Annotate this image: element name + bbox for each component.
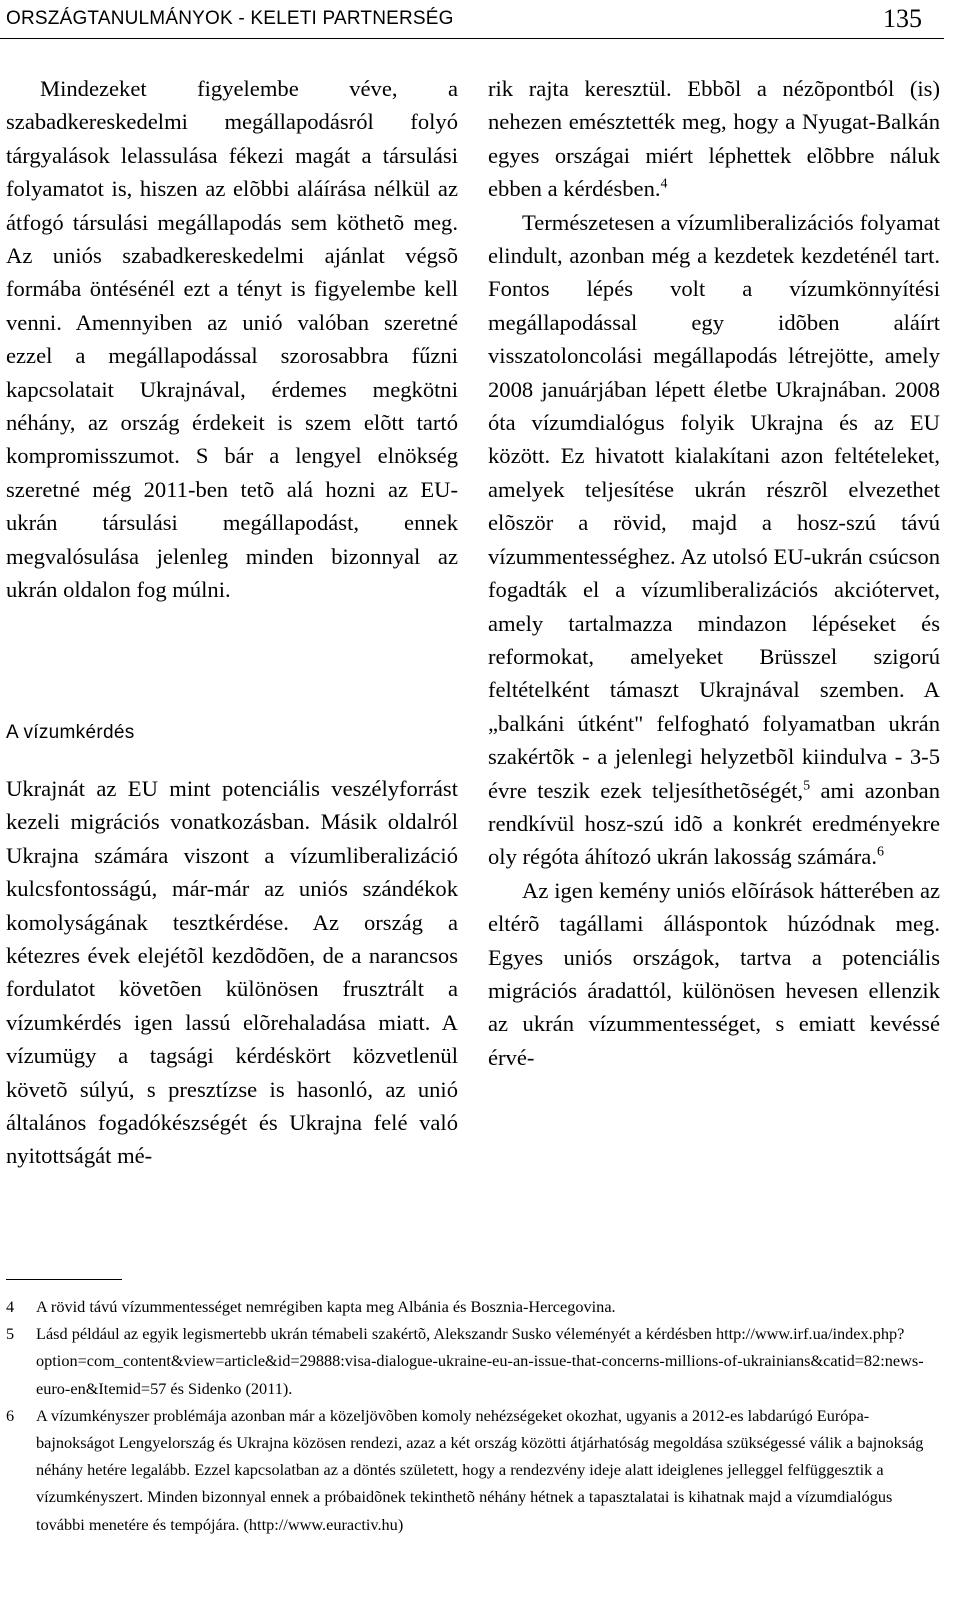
running-header-title: ORSZÁGTANULMÁNYOK - KELETI PARTNERSÉG bbox=[6, 8, 454, 29]
footnotes bbox=[6, 1293, 936, 1538]
footnote-text: A vízumkényszer problémája azonban már a közeljövõben komoly nehézségeket okozhat, ugyanis a 2012-es labdarúgó Európa-bajnokságot Lengyelország és Ukrajna közösen rendezi, azaz a két ország közötti átjárhatóság megoldása szükségessé válik a bajnokság néhány hetére legalább. Ezzel kapcsolatban az a döntés született, hogy a rendezvény ideje alatt ideiglenes jelleggel felfüggesztik a vízumkényszert. Minden bizonnyal ennek a próbaidõnek tekinthetõ néhány hétnek a tapasztalatai is kihatnak majd a vízumdialógus további menetére és tempójára. (http://www.euractiv.hu) bbox=[36, 1405, 924, 1534]
footnote-divider bbox=[6, 1279, 122, 1280]
footnote-ref[interactable]: 4 bbox=[660, 176, 668, 192]
footnote-text: Lásd például az egyik legismertebb ukrán témabeli szakértõ, Alekszandr Susko véleményét a kérdésben http://www.irf.ua/index.php?option=com_content&view=article&id=29888:visa-dialogue-ukraine-eu-an-issue-that-concerns-millions-of-ukrainians&catid=82:news-euro-en&Itemid=57 és Sidenko (2011). bbox=[36, 1324, 924, 1398]
footnote bbox=[6, 1402, 936, 1538]
right-column bbox=[488, 72, 940, 1074]
footnote-number: 6 bbox=[6, 1405, 15, 1425]
section-title: A vízumkérdés bbox=[6, 722, 135, 743]
paragraph-text: Természetesen a vízumliberalizációs folyamat elindult, azonban még a kezdetek kezdeténél tart. Fontos lépés volt a vízumkönnyítési megállapodással egy idõben aláírt visszatoloncolási megállapodás létrejötte, amely 2008 januárjában lépett életbe Ukrajnában. 2008 óta vízumdialógus folyik Ukrajna és az EU között. Ez hivatott kialakítani azon feltételeket, amelyek teljesítése ukrán részrõl elvezethet elõször a rövid, majd a hosz-szú távú vízummentességhez. Az utolsó EU-ukrán csúcson fogadták el a vízumliberalizációs akciótervet, amely tartalmazza mindazon lépéseket és reformokat, amelyeket Brüsszel szigorú feltételként támaszt Ukrajnával szemben. A „balkáni útként" felfogható folyamatban ukrán szakértõk - a jelenlegi helyzetbõl kiindulva - 3-5 évre teszik ezek teljesíthetõségét, bbox=[488, 209, 940, 803]
paragraph bbox=[488, 206, 940, 874]
footnote-number: 4 bbox=[6, 1297, 15, 1316]
paragraph bbox=[488, 72, 940, 206]
footnote-ref[interactable]: 6 bbox=[876, 844, 884, 860]
footnote bbox=[6, 1293, 936, 1320]
page-number: 135 bbox=[883, 4, 922, 33]
paragraph-text: rik rajta keresztül. Ebbõl a nézõpontból (is) nehezen emésztették meg, hogy a Nyugat-Balkán egyes országai miért léphettek elõbbre náluk ebben a kérdésben. bbox=[488, 76, 940, 202]
paragraph: Az igen kemény uniós elõírások hátterében az eltérõ tagállami álláspontok húzódnak meg. Egyes uniós országok, tartva a potenciális migrációs áradattól, különösen hevesen ellenzik az ukrán vízummentességet, s emiatt kevéssé érvé- bbox=[488, 877, 940, 1070]
footnote-number: 5 bbox=[6, 1324, 15, 1344]
left-column bbox=[6, 72, 458, 607]
left-column-continued bbox=[6, 772, 458, 1173]
footnote-text: A rövid távú vízummentességet nemrégiben kapta meg Albánia és Bosznia-Hercegovina. bbox=[36, 1297, 616, 1316]
paragraph-text: ami azonban rendkívül hosz-szú idõ a konkrét eredményekre oly régóta áhítozó ukrán lakosság számára. bbox=[488, 777, 940, 870]
paragraph: Ukrajnát az EU mint potenciális veszélyforrást kezeli migrációs vonatkozásban. Másik oldalról Ukrajna számára viszont a vízumliberalizáció kulcsfontosságú, már-már az uniós szándékok komolyságának tesztkérdése. Az ország a kétezres évek elejétõl kezdõdõen, de a narancsos fordulatot követõen különösen frusztrált a vízumkérdés igen lassú elõrehaladása miatt. A vízumügy a tagsági kérdéskört közvetlenül követõ súlyú, s presztízse is hasonló, az unió általános fogadókészségét és Ukrajna felé való nyitottságát mé- bbox=[6, 776, 458, 1169]
running-header bbox=[0, 0, 944, 39]
footnote-ref[interactable]: 5 bbox=[803, 778, 811, 793]
footnote bbox=[6, 1320, 936, 1402]
paragraph: Mindezeket figyelembe véve, a szabadkereskedelmi megállapodásról folyó tárgyalások lelassulása fékezi magát a társulási folyamatot is, hiszen az elõbbi aláírása nélkül az átfogó társulási megállapodás sem köthetõ meg. Az uniós szabadkereskedelmi ajánlat végsõ formába öntésénél ezt a tényt is figyelembe kell venni. Amennyiben az unió valóban szeretné ezzel a megállapodással szorosabbra fűzni kapcsolatait Ukrajnával, érdemes megkötni néhány, az ország érdekeit is szem elõtt tartó kompromisszumot. S bár a lengyel elnökség szeretné még 2011-ben tetõ alá hozni az EU-ukrán társulási megállapodást, ennek megvalósulása jelenleg minden bizonnyal az ukrán oldalon fog múlni. bbox=[6, 76, 458, 603]
